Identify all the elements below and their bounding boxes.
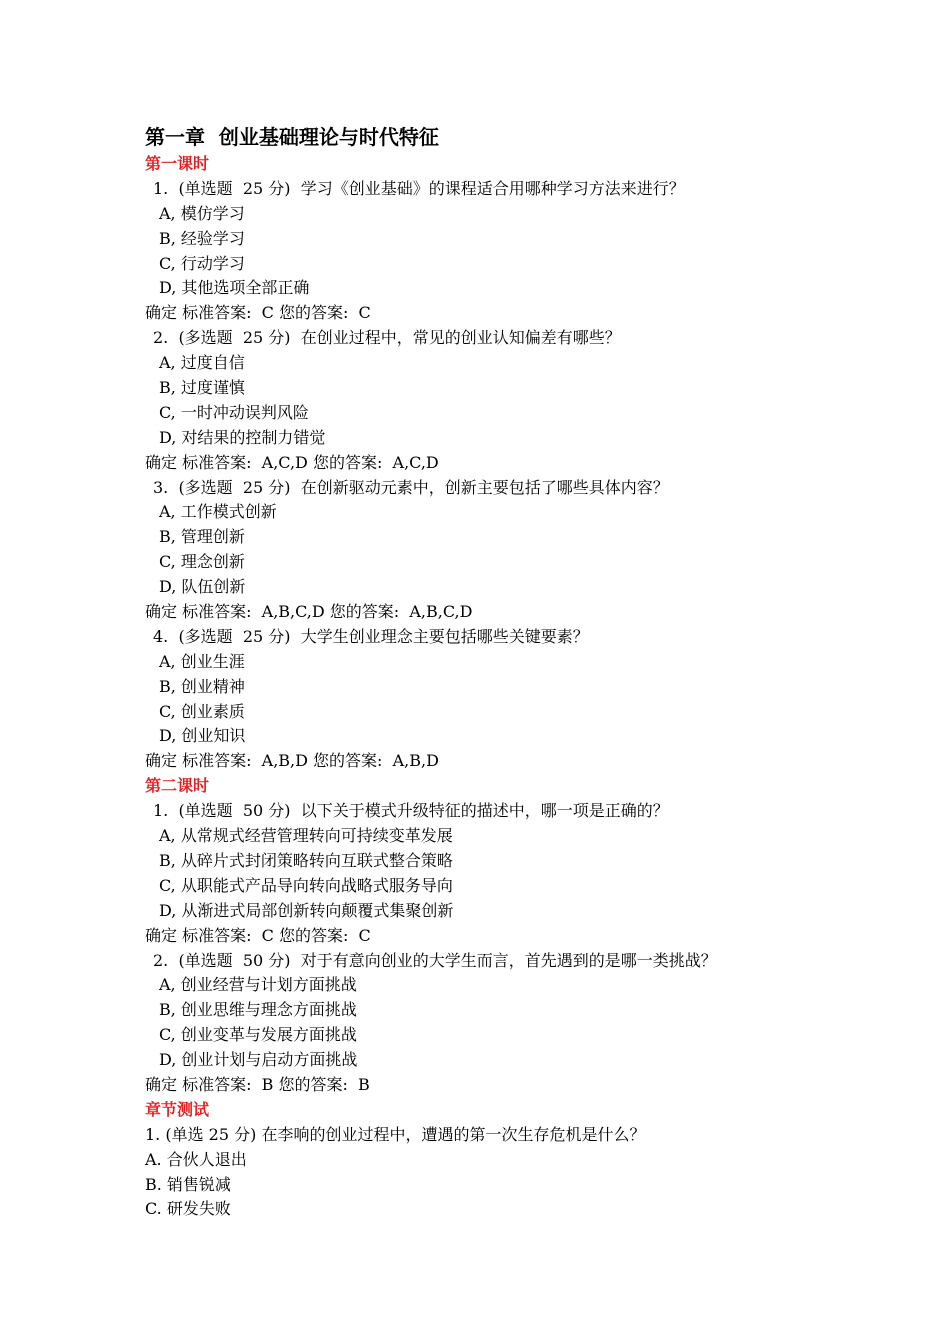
answer-option: C, 理念创新 [159,552,245,572]
answer-option: B, 管理创新 [159,527,245,547]
question-text: 2. (单选题 50 分) 对于有意向创业的大学生而言，首先遇到的是哪一类挑战？ [153,950,717,970]
answer-option: D, 队伍创新 [159,577,246,597]
answer-option: A, 创业经营与计划方面挑战 [159,975,357,995]
answer-option: D, 对结果的控制力错觉 [159,427,326,447]
answer-option: C, 一时冲动误判风险 [159,402,309,422]
question-text: 1. (单选题 50 分) 以下关于模式升级特征的描述中，哪一项是正确的？ [153,801,669,821]
question-text: 1. (单选题 25 分) 学习《创业基础》的课程适合用哪种学习方法来进行？ [153,178,685,198]
answer-option: C, 从职能式产品导向转向战略式服务导向 [159,875,453,895]
answer-option: A. 合伙人退出 [145,1149,247,1169]
lesson-section [145,774,825,1098]
answer-option: A, 从常规式经营管理转向可持续变革发展 [159,826,453,846]
answer-option: C, 创业素质 [159,701,245,721]
answer-line: 确定 标准答案: C 您的答案: C [145,303,371,323]
document-body [145,122,825,1222]
question-text: 4. (多选题 25 分) 大学生创业理念主要包括哪些关键要素？ [153,626,589,646]
chapter-title: 第一章 创业基础理论与时代特征 [145,125,439,149]
answer-option: D, 创业计划与启动方面挑战 [159,1050,358,1070]
chapter-test-section [145,1098,825,1222]
question-text: 2. (多选题 25 分) 在创业过程中，常见的创业认知偏差有哪些？ [153,328,621,348]
answer-option: A, 过度自信 [159,353,245,373]
answer-option: C, 创业变革与发展方面挑战 [159,1025,357,1045]
answer-line: 确定 标准答案: B 您的答案: B [145,1074,370,1094]
answer-option: B, 创业思维与理念方面挑战 [159,1000,357,1020]
answer-option: D, 从渐进式局部创新转向颠覆式集聚创新 [159,900,454,920]
answer-option: B. 销售锐减 [145,1174,231,1194]
answer-line: 确定 标准答案: C 您的答案: C [145,925,371,945]
answer-option: A, 创业生涯 [159,651,245,671]
answer-line: 确定 标准答案: A,B,D 您的答案: A,B,D [145,751,439,771]
answer-line: 确定 标准答案: A,B,C,D 您的答案: A,B,C,D [145,602,473,622]
answer-option: D, 其他选项全部正确 [159,278,310,298]
answer-option: C, 行动学习 [159,253,245,273]
answer-option: B, 从碎片式封闭策略转向互联式整合策略 [159,850,453,870]
chapter-test-title: 章节测试 [145,1099,210,1119]
answer-option: D, 创业知识 [159,726,246,746]
lesson-section [145,152,825,774]
question-text: 3. (多选题 25 分) 在创新驱动元素中，创新主要包括了哪些具体内容？ [153,477,669,497]
answer-option: B, 过度谨慎 [159,378,245,398]
answer-line: 确定 标准答案: A,C,D 您的答案: A,C,D [145,452,439,472]
answer-option: A, 模仿学习 [159,203,245,223]
answer-option: B, 创业精神 [159,676,245,696]
lesson-title: 第一课时 [145,154,210,173]
question-text: 1. (单选 25 分) 在李响的创业过程中，遭遇的第一次生存危机是什么？ [145,1124,646,1144]
answer-option: C. 研发失败 [145,1199,231,1219]
answer-option: A, 工作模式创新 [159,502,277,522]
lesson-title: 第二课时 [145,776,210,796]
answer-option: B, 经验学习 [159,228,245,248]
